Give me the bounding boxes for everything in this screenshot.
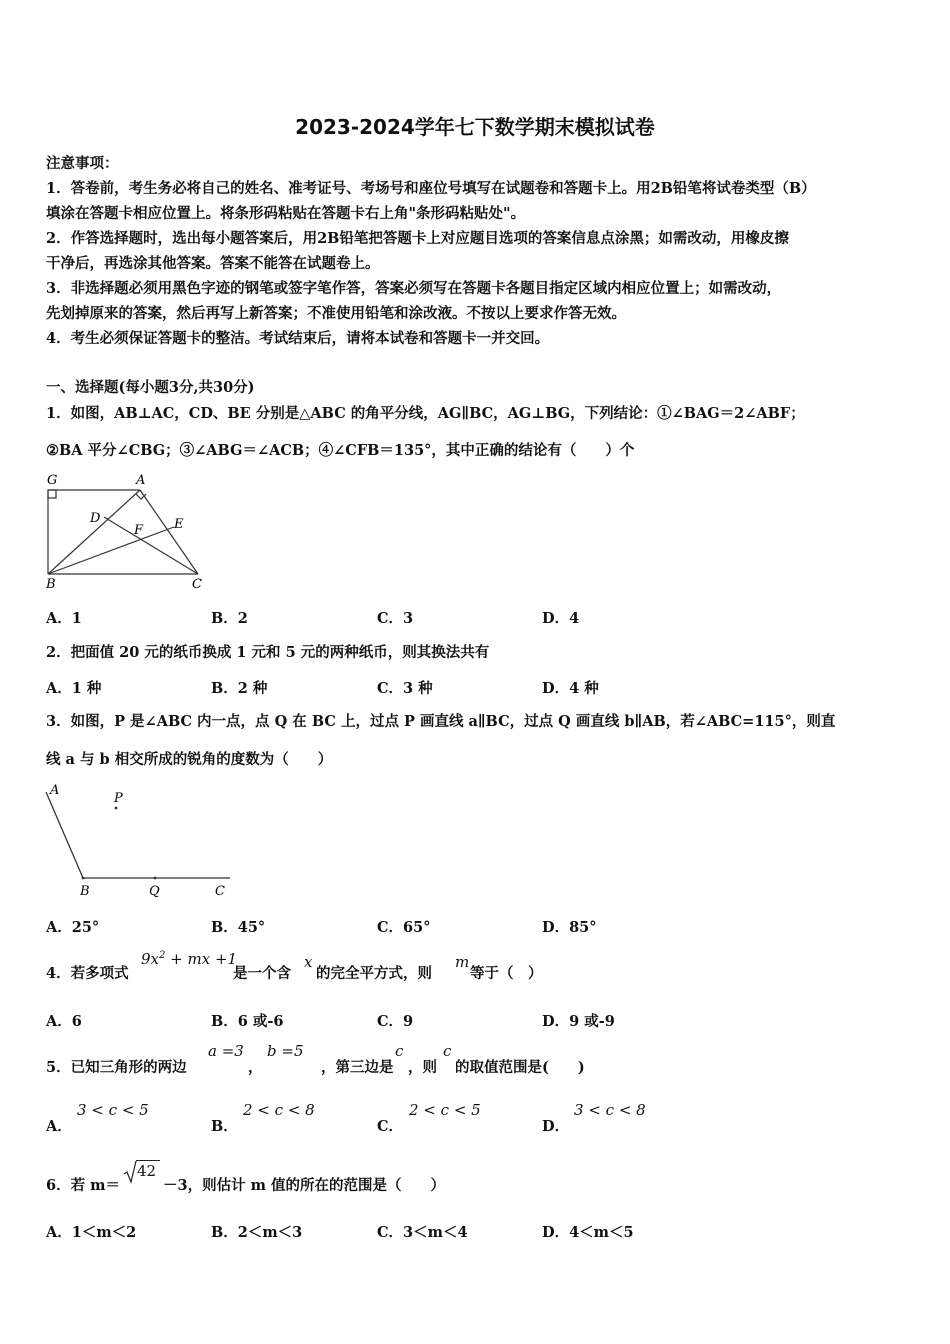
q5-a-equation: a =3 xyxy=(208,1042,244,1060)
label-g: G xyxy=(47,473,58,488)
q5-b-equation: b =5 xyxy=(267,1042,304,1060)
segment-ac xyxy=(140,490,198,574)
q3-figure xyxy=(40,778,240,902)
q4-prefix: 4．若多项式 xyxy=(46,965,129,982)
notice-line: 4．考生必须保证答题卡的整洁。考试结束后，请将本试卷和答题卡一并交回。 xyxy=(46,330,550,347)
q5-middle2: ，则 xyxy=(408,1059,437,1076)
q3-option-b[interactable]: B．45° xyxy=(211,919,266,936)
notice-line: 3．非选择题必须用黑色字迹的钢笔或签字笔作答，答案必须写在答题卡各题目指定区域内相应位置上；如需改动， xyxy=(46,280,782,297)
q1-option-c[interactable]: C．3 xyxy=(377,610,414,627)
notice-line: 1．答卷前，考生务必将自己的姓名、准考证号、考场号和座位号填写在试题卷和答题卡上。用2B铅笔将试卷类型（B） xyxy=(46,180,816,197)
q4-option-b[interactable]: B．6 或-6 xyxy=(211,1013,284,1030)
q5-option-c-expr: 2 < c < 5 xyxy=(409,1101,481,1119)
poly-exponent: 2 xyxy=(159,950,166,961)
q4-option-d[interactable]: D．9 或-9 xyxy=(542,1013,615,1030)
q5-suffix: 的取值范围是( ) xyxy=(455,1059,585,1076)
q5-option-d-expr: 3 < c < 8 xyxy=(574,1101,646,1119)
q4-suffix: 等于（ ） xyxy=(470,965,543,982)
q5-middle: ，第三边是 xyxy=(321,1059,394,1076)
q3-option-d[interactable]: D．85° xyxy=(542,919,597,936)
q6-suffix: －3，则估计 m 值的所在的范围是（ ） xyxy=(163,1177,446,1194)
notice-line: 先划掉原来的答案，然后再写上新答案；不准使用铅笔和涂改液。不按以上要求作答无效。 xyxy=(46,305,626,322)
q4-middle2: 的完全平方式，则 xyxy=(316,965,432,982)
q2-option-b[interactable]: B．2 种 xyxy=(211,680,268,697)
q2-option-c[interactable]: C．3 种 xyxy=(377,680,433,697)
q5-comma: ， xyxy=(248,1059,263,1076)
point-q xyxy=(154,877,157,880)
q2-text: 2．把面值 20 元的纸币换成 1 元和 5 元的两种纸币，则其换法共有 xyxy=(46,644,490,661)
q6-option-d[interactable]: D．4＜m＜5 xyxy=(542,1224,634,1241)
label-p: P xyxy=(114,791,123,806)
label-f: F xyxy=(134,523,144,538)
segment-cd xyxy=(104,517,198,574)
ray-ba xyxy=(46,792,83,878)
label-c: C xyxy=(215,884,225,899)
label-b: B xyxy=(46,577,56,592)
q2-option-d[interactable]: D．4 种 xyxy=(542,680,599,697)
notice-line: 填涂在答题卡相应位置上。将条形码粘贴在答题卡右上角"条形码粘贴处"。 xyxy=(46,205,526,222)
segment-ba xyxy=(48,490,140,574)
sqrt-overline xyxy=(136,1160,160,1161)
q5-option-b-expr: 2 < c < 8 xyxy=(243,1101,315,1119)
label-a: A xyxy=(136,473,146,488)
label-d: D xyxy=(90,511,101,526)
label-q: Q xyxy=(149,884,160,899)
point-b xyxy=(82,877,85,880)
q3-option-a[interactable]: A．25° xyxy=(46,919,100,936)
q6-option-b[interactable]: B．2＜m＜3 xyxy=(211,1224,303,1241)
q1-option-d[interactable]: D．4 xyxy=(542,610,580,627)
q1-figure xyxy=(40,470,220,594)
q4-option-a[interactable]: A．6 xyxy=(46,1013,82,1030)
q1-option-b[interactable]: B．2 xyxy=(211,610,248,627)
q4-option-c[interactable]: C．9 xyxy=(377,1013,414,1030)
q4-middle: 是一个含 xyxy=(233,965,291,982)
notice-line: 2．作答选择题时，选出每小题答案后，用2B铅笔把答题卡上对应题目选项的答案信息点涂黑；如需改动，用橡皮擦 xyxy=(46,230,789,247)
q5-option-d-label[interactable]: D． xyxy=(542,1118,570,1135)
section-heading: 一、选择题(每小题3分,共30分) xyxy=(46,379,255,396)
q5-option-a-label[interactable]: A． xyxy=(46,1118,72,1135)
poly-term-a: 9x xyxy=(141,950,160,968)
q5-option-a-expr: 3 < c < 5 xyxy=(77,1101,149,1119)
label-c: C xyxy=(192,577,202,592)
poly-term-b: + mx +1 xyxy=(165,950,238,968)
q4-var-m: m xyxy=(455,953,470,971)
q5-prefix: 5．已知三角形的两边 xyxy=(46,1059,187,1076)
q6-option-c[interactable]: C．3＜m＜4 xyxy=(377,1224,468,1241)
q3-text-line1: 3．如图，P 是∠ABC 内一点，点 Q 在 BC 上，过点 P 画直线 a∥BC，过点 Q 画直线 b∥AB，若∠ABC=115°，则直 xyxy=(46,713,836,730)
q1-text-line2: ②BA 平分∠CBG；③∠ABG＝∠ACB；④∠CFB＝135°，其中正确的结论有（ ）个 xyxy=(46,442,635,459)
right-angle-mark-g xyxy=(48,490,56,498)
notice-heading: 注意事项： xyxy=(46,155,119,172)
q2-option-a[interactable]: A．1 种 xyxy=(46,680,102,697)
exam-title: 2023-2024学年七下数学期末模拟试卷 xyxy=(295,115,655,139)
q4-var-x: x xyxy=(304,953,313,971)
q1-text-line1: 1．如图，AB⊥AC，CD、BE 分别是△ABC 的角平分线，AG∥BC，AG⊥BG，下列结论：①∠BAG＝2∠ABF； xyxy=(46,405,805,422)
q6-option-a[interactable]: A．1＜m＜2 xyxy=(46,1224,137,1241)
segment-be xyxy=(48,527,174,574)
notice-line: 干净后，再选涂其他答案。答案不能答在试题卷上。 xyxy=(46,255,380,272)
q3-option-c[interactable]: C．65° xyxy=(377,919,431,936)
q5-option-c-label[interactable]: C． xyxy=(377,1118,404,1135)
point-p xyxy=(115,807,118,810)
q3-text-line2: 线 a 与 b 相交所成的锐角的度数为（ ） xyxy=(46,751,333,768)
q4-polynomial xyxy=(141,950,237,968)
q5-option-b-label[interactable]: B． xyxy=(211,1118,238,1135)
q6-radicand: 42 xyxy=(137,1162,157,1180)
q5-var-c: c xyxy=(395,1042,404,1060)
q5-var-c: c xyxy=(443,1042,452,1060)
label-b: B xyxy=(80,884,90,899)
label-a: A xyxy=(50,783,60,798)
label-e: E xyxy=(174,517,184,532)
q6-prefix: 6．若 m＝ xyxy=(46,1177,120,1194)
sqrt-sign xyxy=(123,1160,137,1184)
q1-option-a[interactable]: A．1 xyxy=(46,610,82,627)
